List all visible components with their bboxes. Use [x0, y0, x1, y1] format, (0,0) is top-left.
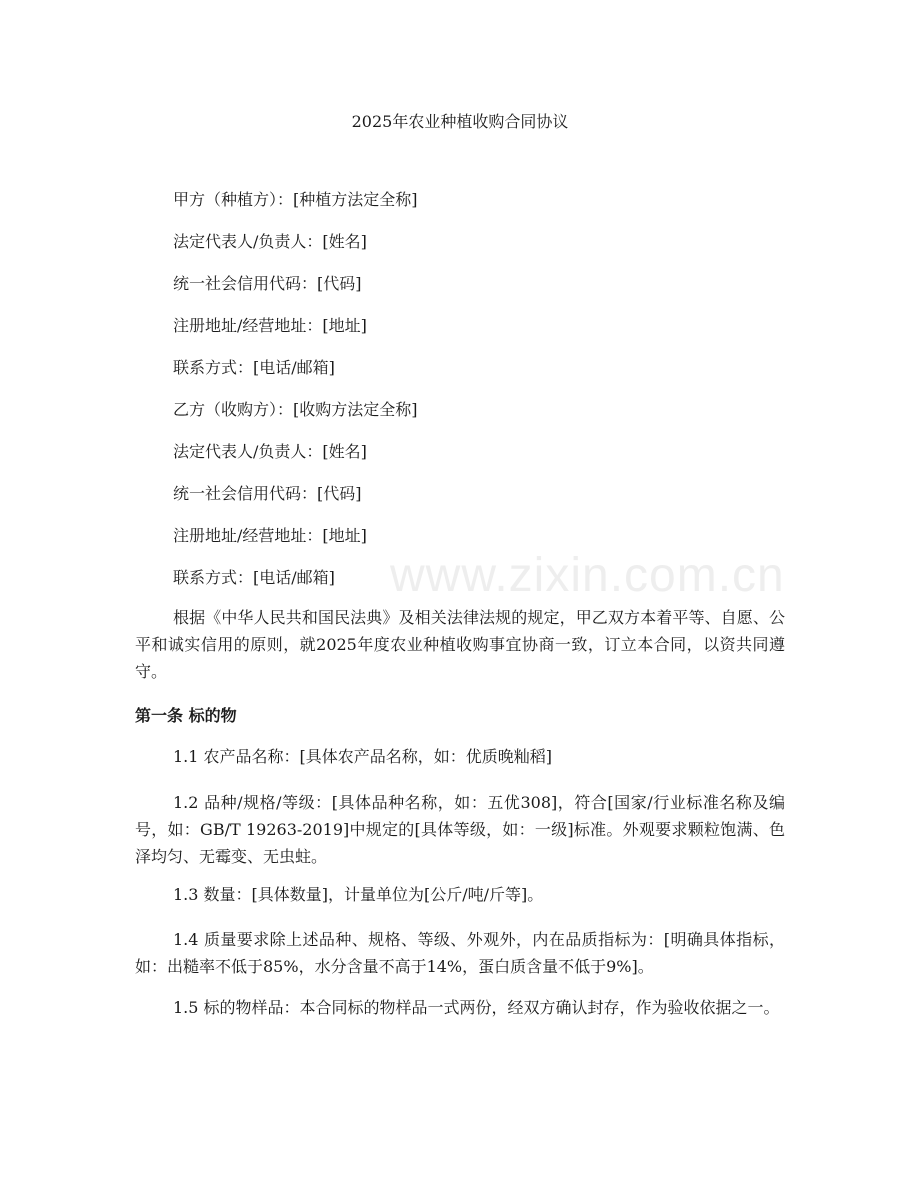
clause-1-1: 1.1 农产品名称：[具体农产品名称，如：优质晚籼稻]	[173, 747, 553, 766]
document-title: 2025年农业种植收购合同协议	[351, 112, 569, 131]
watermark: www.zixin.com.cn	[390, 549, 785, 602]
party-a-contact: 联系方式：[电话/邮箱]	[173, 358, 335, 377]
clause-1-4: 1.4 质量要求除上述品种、规格、等级、外观外，内在品质指标为：[明确具体指标，如：出糙率不低于85%，水分含量不高于14%，蛋白质含量不低于9%]。	[135, 930, 785, 976]
party-b-credit-code: 统一社会信用代码：[代码]	[173, 484, 362, 503]
party-b-address: 注册地址/经营地址：[地址]	[173, 526, 367, 545]
party-a-address: 注册地址/经营地址：[地址]	[173, 316, 367, 335]
article-1-heading: 第一条 标的物	[135, 706, 237, 725]
clause-1-5: 1.5 标的物样品：本合同标的物样品一式两份，经双方确认封存，作为验收依据之一。	[173, 998, 780, 1017]
party-a-representative: 法定代表人/负责人：[姓名]	[173, 232, 367, 251]
clause-1-3: 1.3 数量：[具体数量]，计量单位为[公斤/吨/斤等]。	[173, 885, 544, 904]
party-b-representative: 法定代表人/负责人：[姓名]	[173, 442, 367, 461]
preamble-paragraph: 根据《中华人民共和国民法典》及相关法律法规的规定，甲乙双方本着平等、自愿、公平和诚实信用的原则，就2025年度农业种植收购事宜协商一致，订立本合同，以资共同遵守。	[135, 608, 785, 681]
party-b-contact: 联系方式：[电话/邮箱]	[173, 568, 335, 587]
party-a-credit-code: 统一社会信用代码：[代码]	[173, 274, 362, 293]
clause-1-2: 1.2 品种/规格/等级：[具体品种名称，如：五优308]，符合[国家/行业标准名称及编号，如：GB/T 19263-2019]中规定的[具体等级，如：一级]标准。外观要求颗粒饱满、色泽均匀、无霉变、无虫蛀。	[135, 793, 785, 866]
party-a-heading: 甲方（种植方）：[种植方法定全称]	[173, 190, 418, 209]
party-b-heading: 乙方（收购方）：[收购方法定全称]	[173, 400, 418, 419]
